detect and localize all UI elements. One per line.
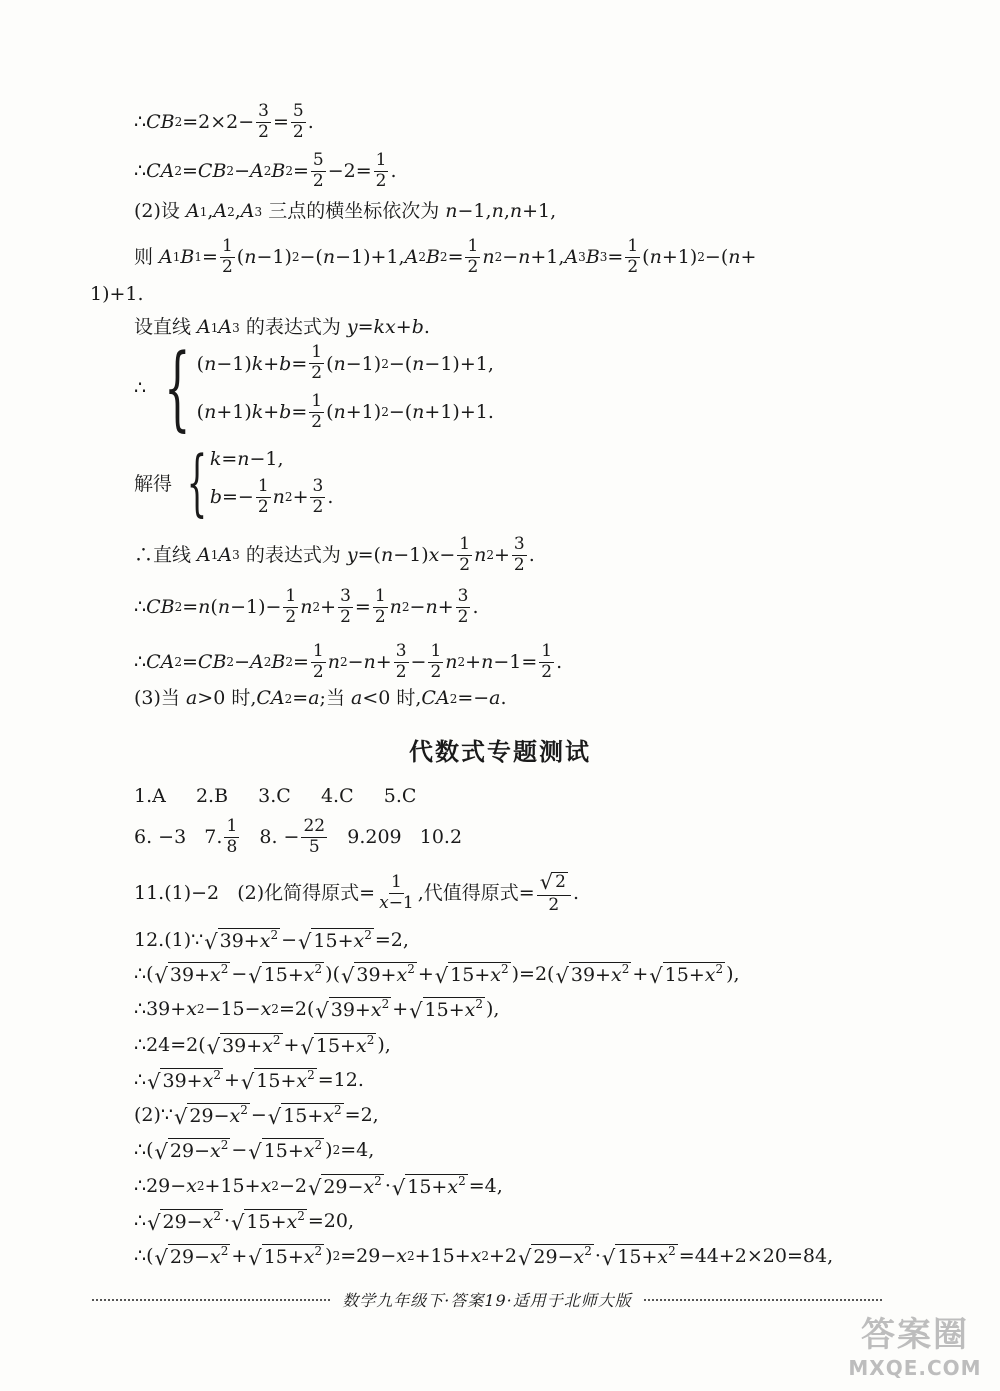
watermark-line-1: 答案圈 — [861, 1314, 969, 1355]
solution-line-4: 则 A 1 B 1 = $\frac{1}{2}$ ( n −1) 2 −( n −1)+1, A 2 B 2 = $\frac{1}{2}$ n 2 − n +1, A 3 B 3 = $\frac{1}{2}$ ( n +1) 2 −( n + — [134, 236, 757, 277]
answer-12-line-10: ∴( √ $29-x^2$ + √ $15+x^2$ ) 2 =29− x 2 +15+ x 2 +2 √ $29-x^2$ · √ $15+x^2$ =44+2×20=84, — [134, 1244, 834, 1270]
solution-line-9: ∴直线 A 1 A 3 的表达式为 y =( n −1) x − $\frac{1}{2}$ n 2 + $\frac{3}{2}$ . — [134, 534, 535, 575]
equation-system-2: 解得 { k = n −1, b =− $\frac{1}{2}$ n 2 + $\frac{3}{2}$ . — [134, 440, 334, 524]
answer-12-line-6: (2)∵ √ $29-x^2$ − √ $15+x^2$ =2, — [134, 1103, 379, 1129]
answer-12-line-8: ∴29− x 2 +15+ x 2 −2 √ $29-x^2$ · √ $15+x^2$ =4, — [134, 1174, 503, 1200]
answer-12-line-4: ∴24=2( √ $39+x^2$ + √ $15+x^2$ ), — [134, 1033, 391, 1059]
solution-line-10: ∴ CB 2 = n ( n −1)− $\frac{1}{2}$ n 2 + $\frac{3}{2}$ = $\frac{1}{2}$ n 2 − n + $\frac{3}{2}$ . — [134, 586, 479, 627]
solution-line-5: 1)+1. — [90, 283, 144, 305]
answer-12-line-3: ∴39+ x 2 −15− x 2 =2( √ $39+x^2$ + √ $15+x^2$ ), — [134, 997, 500, 1023]
solution-line-6: 设直线 A 1 A 3 的表达式为 y = kx + b . — [134, 316, 430, 338]
watermark-line-2: MXQE.COM — [848, 1355, 982, 1380]
answer-12-line-7: ∴( √ $29-x^2$ − √ $15+x^2$ ) 2 =4, — [134, 1138, 375, 1164]
page-footer — [92, 1288, 882, 1311]
footer-rule-right — [644, 1299, 882, 1301]
solution-line-1: ∴ CB 2 =2×2− $\frac{3}{2}$ = $\frac{5}{2}$ . — [134, 101, 314, 142]
solution-line-3: (2)设 A 1 , A 2 , A 3 三点的横坐标依次为 n −1, n , n +1, — [134, 200, 557, 222]
answer-12-line-1: 12.(1)∵ √ $39+x^2$ − √ $15+x^2$ =2, — [134, 928, 409, 954]
answer-12-line-9: ∴ √ $29-x^2$ · √ $15+x^2$ =20, — [134, 1209, 354, 1235]
solution-line-2: ∴ CA 2 = CB 2 − A 2 B 2 = $\frac{5}{2}$ −2= $\frac{1}{2}$ . — [134, 150, 397, 191]
answer-12-line-2: ∴( √ $39+x^2$ − √ $15+x^2$ )( √ $39+x^2$ + √ $15+x^2$ )=2( √ $39+x^2$ + √ $15+x^2$ ), — [134, 962, 740, 988]
answers-6-10: 6. −3 7. $\frac{1}{8}$ 8. − $\frac{22}{5}$ 9.209 10.2 — [134, 816, 463, 857]
answers-1-5: 1.A 2.B 3.C 4.C 5.C — [134, 785, 417, 807]
section-title: 代数式专题测试 — [409, 738, 591, 766]
watermark-logo — [840, 1303, 990, 1383]
solution-line-11: ∴ CA 2 = CB 2 − A 2 B 2 = $\frac{1}{2}$ n 2 − n + $\frac{3}{2}$ − $\frac{1}{2}$ n 2 + n −1= $\frac{1}{2}$ . — [134, 641, 563, 682]
answer-12-line-5: ∴ √ $39+x^2$ + √ $15+x^2$ =12. — [134, 1068, 364, 1094]
solution-line-12: (3)当 a >0 时, CA 2 = a ;当 a <0 时, CA 2 =− a . — [134, 687, 507, 709]
equation-system-1: ∴ { ( n −1) k + b = $\frac{1}{2}$ ( n −1) 2 −( n −1)+1, ( n +1) k + b = $\frac{1}{2}$ ( n +1) 2 −( n +1)+1. — [134, 334, 494, 441]
footer-rule-left — [92, 1299, 330, 1301]
answer-11: 11.(1)−2 (2)化简得原式= $\frac{1}{x-1}$ ,代值得原式= √ 2 2 . — [134, 870, 579, 915]
footer-text: 数学九年级下·答案19·适用于北师大版 — [342, 1291, 632, 1310]
